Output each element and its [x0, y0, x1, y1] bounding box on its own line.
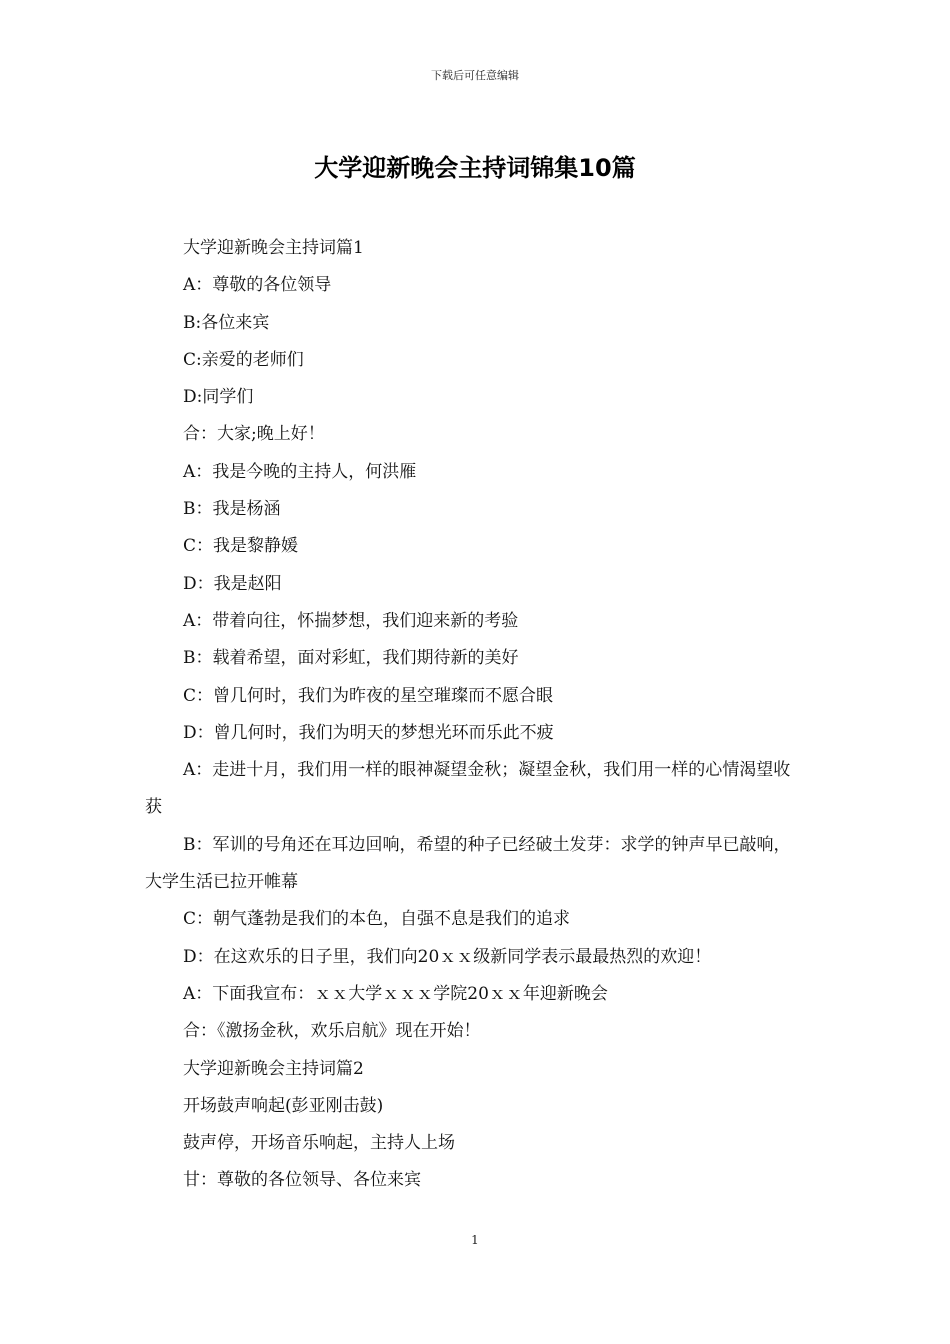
paragraph: 大学迎新晚会主持词篇2	[183, 1058, 364, 1079]
paragraph: 合：《激扬金秋，欢乐启航》现在开始！	[183, 1021, 481, 1042]
paragraph: A：走进十月，我们用一样的眼神凝望金秋；凝望金秋，我们用一样的心情渴望收获	[145, 760, 791, 818]
paragraph: D：在这欢乐的日子里，我们向20ｘｘ级新同学表示最最热烈的欢迎！	[183, 946, 712, 967]
paragraph: D：我是赵阳	[183, 573, 282, 594]
paragraph: A：我是今晚的主持人，何洪雁	[183, 461, 417, 482]
paragraph: D：曾几何时，我们为明天的梦想光环而乐此不疲	[183, 722, 554, 743]
paragraph: D:同学们	[183, 387, 254, 408]
document-body	[145, 230, 807, 1200]
paragraph: C：朝气蓬勃是我们的本色，自强不息是我们的追求	[183, 909, 571, 930]
paragraph: 鼓声停，开场音乐响起，主持人上场	[183, 1133, 455, 1154]
paragraph: A：下面我宣布：ｘｘ大学ｘｘｘ学院20ｘｘ年迎新晚会	[183, 983, 608, 1004]
page-number: 1	[471, 1233, 479, 1247]
page-header-note: 下载后可任意编辑	[431, 69, 519, 82]
paragraph: B：载着希望，面对彩虹，我们期待新的美好	[183, 648, 519, 669]
paragraph: B：军训的号角还在耳边回响，希望的种子已经破土发芽：求学的钟声早已敲响，大学生活已拉开帷幕	[145, 834, 791, 893]
paragraph: C：我是黎静媛	[183, 536, 299, 557]
paragraph: C:亲爱的老师们	[183, 349, 304, 370]
paragraph: 大学迎新晚会主持词篇1	[183, 238, 364, 258]
paragraph: 合：大家;晚上好！	[183, 424, 325, 445]
paragraph: A：尊敬的各位领导	[183, 275, 332, 296]
paragraph: 开场鼓声响起(彭亚刚击鼓)	[183, 1095, 384, 1116]
document-title: 大学迎新晚会主持词锦集10篇	[314, 154, 636, 182]
paragraph: 甘：尊敬的各位领导、各位来宾	[183, 1170, 421, 1191]
paragraph: A：带着向往，怀揣梦想，我们迎来新的考验	[183, 610, 519, 631]
paragraph: B:各位来宾	[183, 312, 270, 333]
paragraph: B：我是杨涵	[183, 499, 281, 520]
paragraph: C：曾几何时，我们为昨夜的星空璀璨而不愿合眼	[183, 685, 554, 706]
